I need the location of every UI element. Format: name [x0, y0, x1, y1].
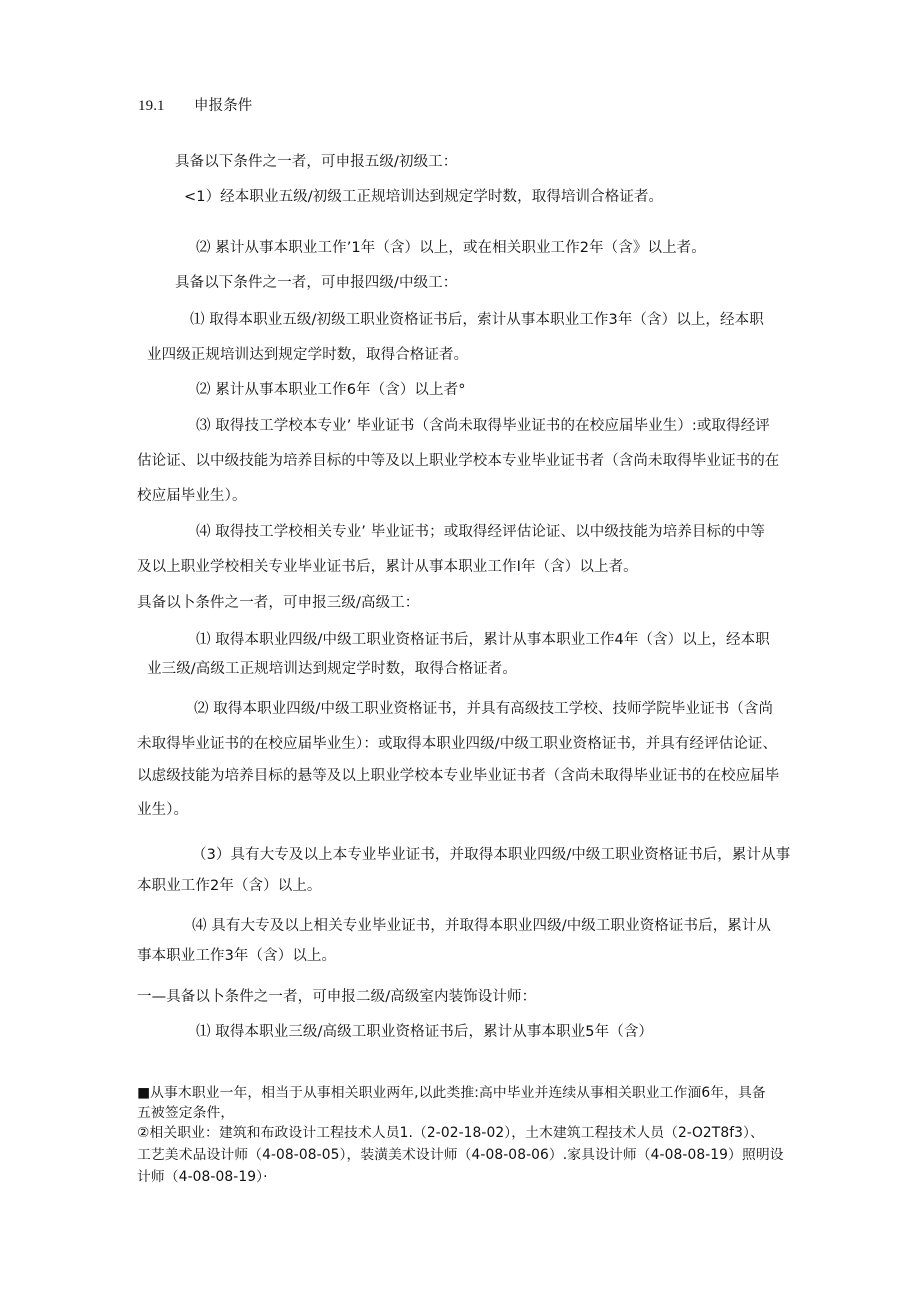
paragraph-line: 具备以下条件之一者，可申报五级/初级工：: [175, 154, 458, 170]
section-heading: [138, 96, 252, 116]
footnote-line: 五被签定条件，: [137, 1105, 235, 1121]
paragraph-line: ⑷ 具有大专及以上相关专业毕业证书，并取得本职业四级/中级工职业资格证书后，累计从: [192, 918, 772, 934]
paragraph-line: 一—具备以卜条件之一者，可申报二级/高级室内装饰设计师：: [137, 989, 537, 1005]
footnote-line: 计师（4-08-08-19）·: [137, 1169, 268, 1185]
footnote-line: ②相关职业：建筑和布政设计工程技术人员1.（2-02-18-02），土木建筑工程技术人员（2-O2T8f3）、: [137, 1125, 764, 1141]
paragraph-line: 本职业工作2年（含）以上。: [137, 878, 322, 894]
paragraph-line: 事本职业工作3年（含）以上。: [137, 948, 337, 964]
footnote-line: ■从事木职业一年，相当于从事相关职业两年,以此类推:高中毕业并连续从事相关职业工作湎6年，具备: [137, 1085, 766, 1101]
paragraph-line: 具备以卜条件之一者，可申报三级/高级工：: [137, 595, 420, 611]
paragraph-line: 校应届毕业生）。: [137, 488, 247, 504]
section-number: 19.1: [138, 98, 165, 114]
paragraph-line: 具备以下条件之一者，可申报四级/中级工：: [175, 275, 458, 291]
paragraph-line: （3）具有大专及以上本专业毕业证书，并取得本职业四级/中级工职业资格证书后，累计从事: [192, 847, 791, 863]
paragraph-line: ⑶ 取得技工学校本专业’ 毕业证书（含尚未取得毕业证书的在校应届毕业生）:或取得经评: [196, 418, 770, 434]
paragraph-line: 业生）。: [137, 802, 189, 818]
paragraph-line: ⑵ 累计从事本职业工作’1年（含）以上，或在相关职业工作2年（含》以上者。: [196, 240, 706, 256]
paragraph-line: ⑷ 取得技工学校相关专业’ 毕业证书；或取得经评估论证、以中级技能为培养目标的中等: [196, 524, 765, 540]
section-title: 申报条件: [194, 98, 253, 114]
paragraph-line: ⑵ 取得本职业四级/中级工职业资格证书，并具有高级技工学校、技师学院毕业证书（含尚: [194, 701, 774, 717]
paragraph-line: ⑴ 取得本职业三级/高级工职业资格证书后，累计从事本职业5年（含）: [196, 1024, 654, 1040]
paragraph-line: 估论证、以中级技能为培养目标的中等及以上职业学校本专业毕业证书者（含尚未取得毕业证书的在: [137, 453, 780, 469]
paragraph-line: ⑴ 取得本职业四级/中级工职业资格证书后，累计从事本职业工作4年（含）以上，经本职: [196, 632, 770, 648]
paragraph-line: <1）经本职业五级/初级工正规培训达到规定学时数，取得培训合格证者。: [184, 189, 664, 205]
paragraph-line: ⑵ 累计从事本职业工作6年（含）以上者°: [196, 382, 466, 398]
paragraph-line: 未取得毕业证书的在校应届毕业生）：或取得本职业四级/中级工职业资格证书，并具有经评估论证、: [137, 736, 778, 752]
paragraph-line: 及以上职业学校相关专业毕业证书后，累计从事本职业工作I年（含）以上者。: [137, 559, 638, 575]
paragraph-line: 以虑级技能为培养目标的悬等及以上职业学校本专业毕业证书者（含尚未取得毕业证书的在校应届毕: [137, 768, 780, 784]
paragraph-line: 业四级正规培训达到规定学时数，取得合格证者。: [147, 347, 469, 363]
paragraph-line: ⑴ 取得本职业五级/初级工职业资格证书后，索计从事本职业工作3年（含）以上，经本职: [190, 312, 764, 328]
paragraph-line: 业三级/高级工正规培训达到规定学时数，取得合格证者。: [147, 661, 517, 677]
footnote-line: 工艺美术品设计师（4-08-08-05），装潢美术设计师（4-08-08-06）.家具设计师（4-08-08-19）照明设: [137, 1147, 784, 1163]
